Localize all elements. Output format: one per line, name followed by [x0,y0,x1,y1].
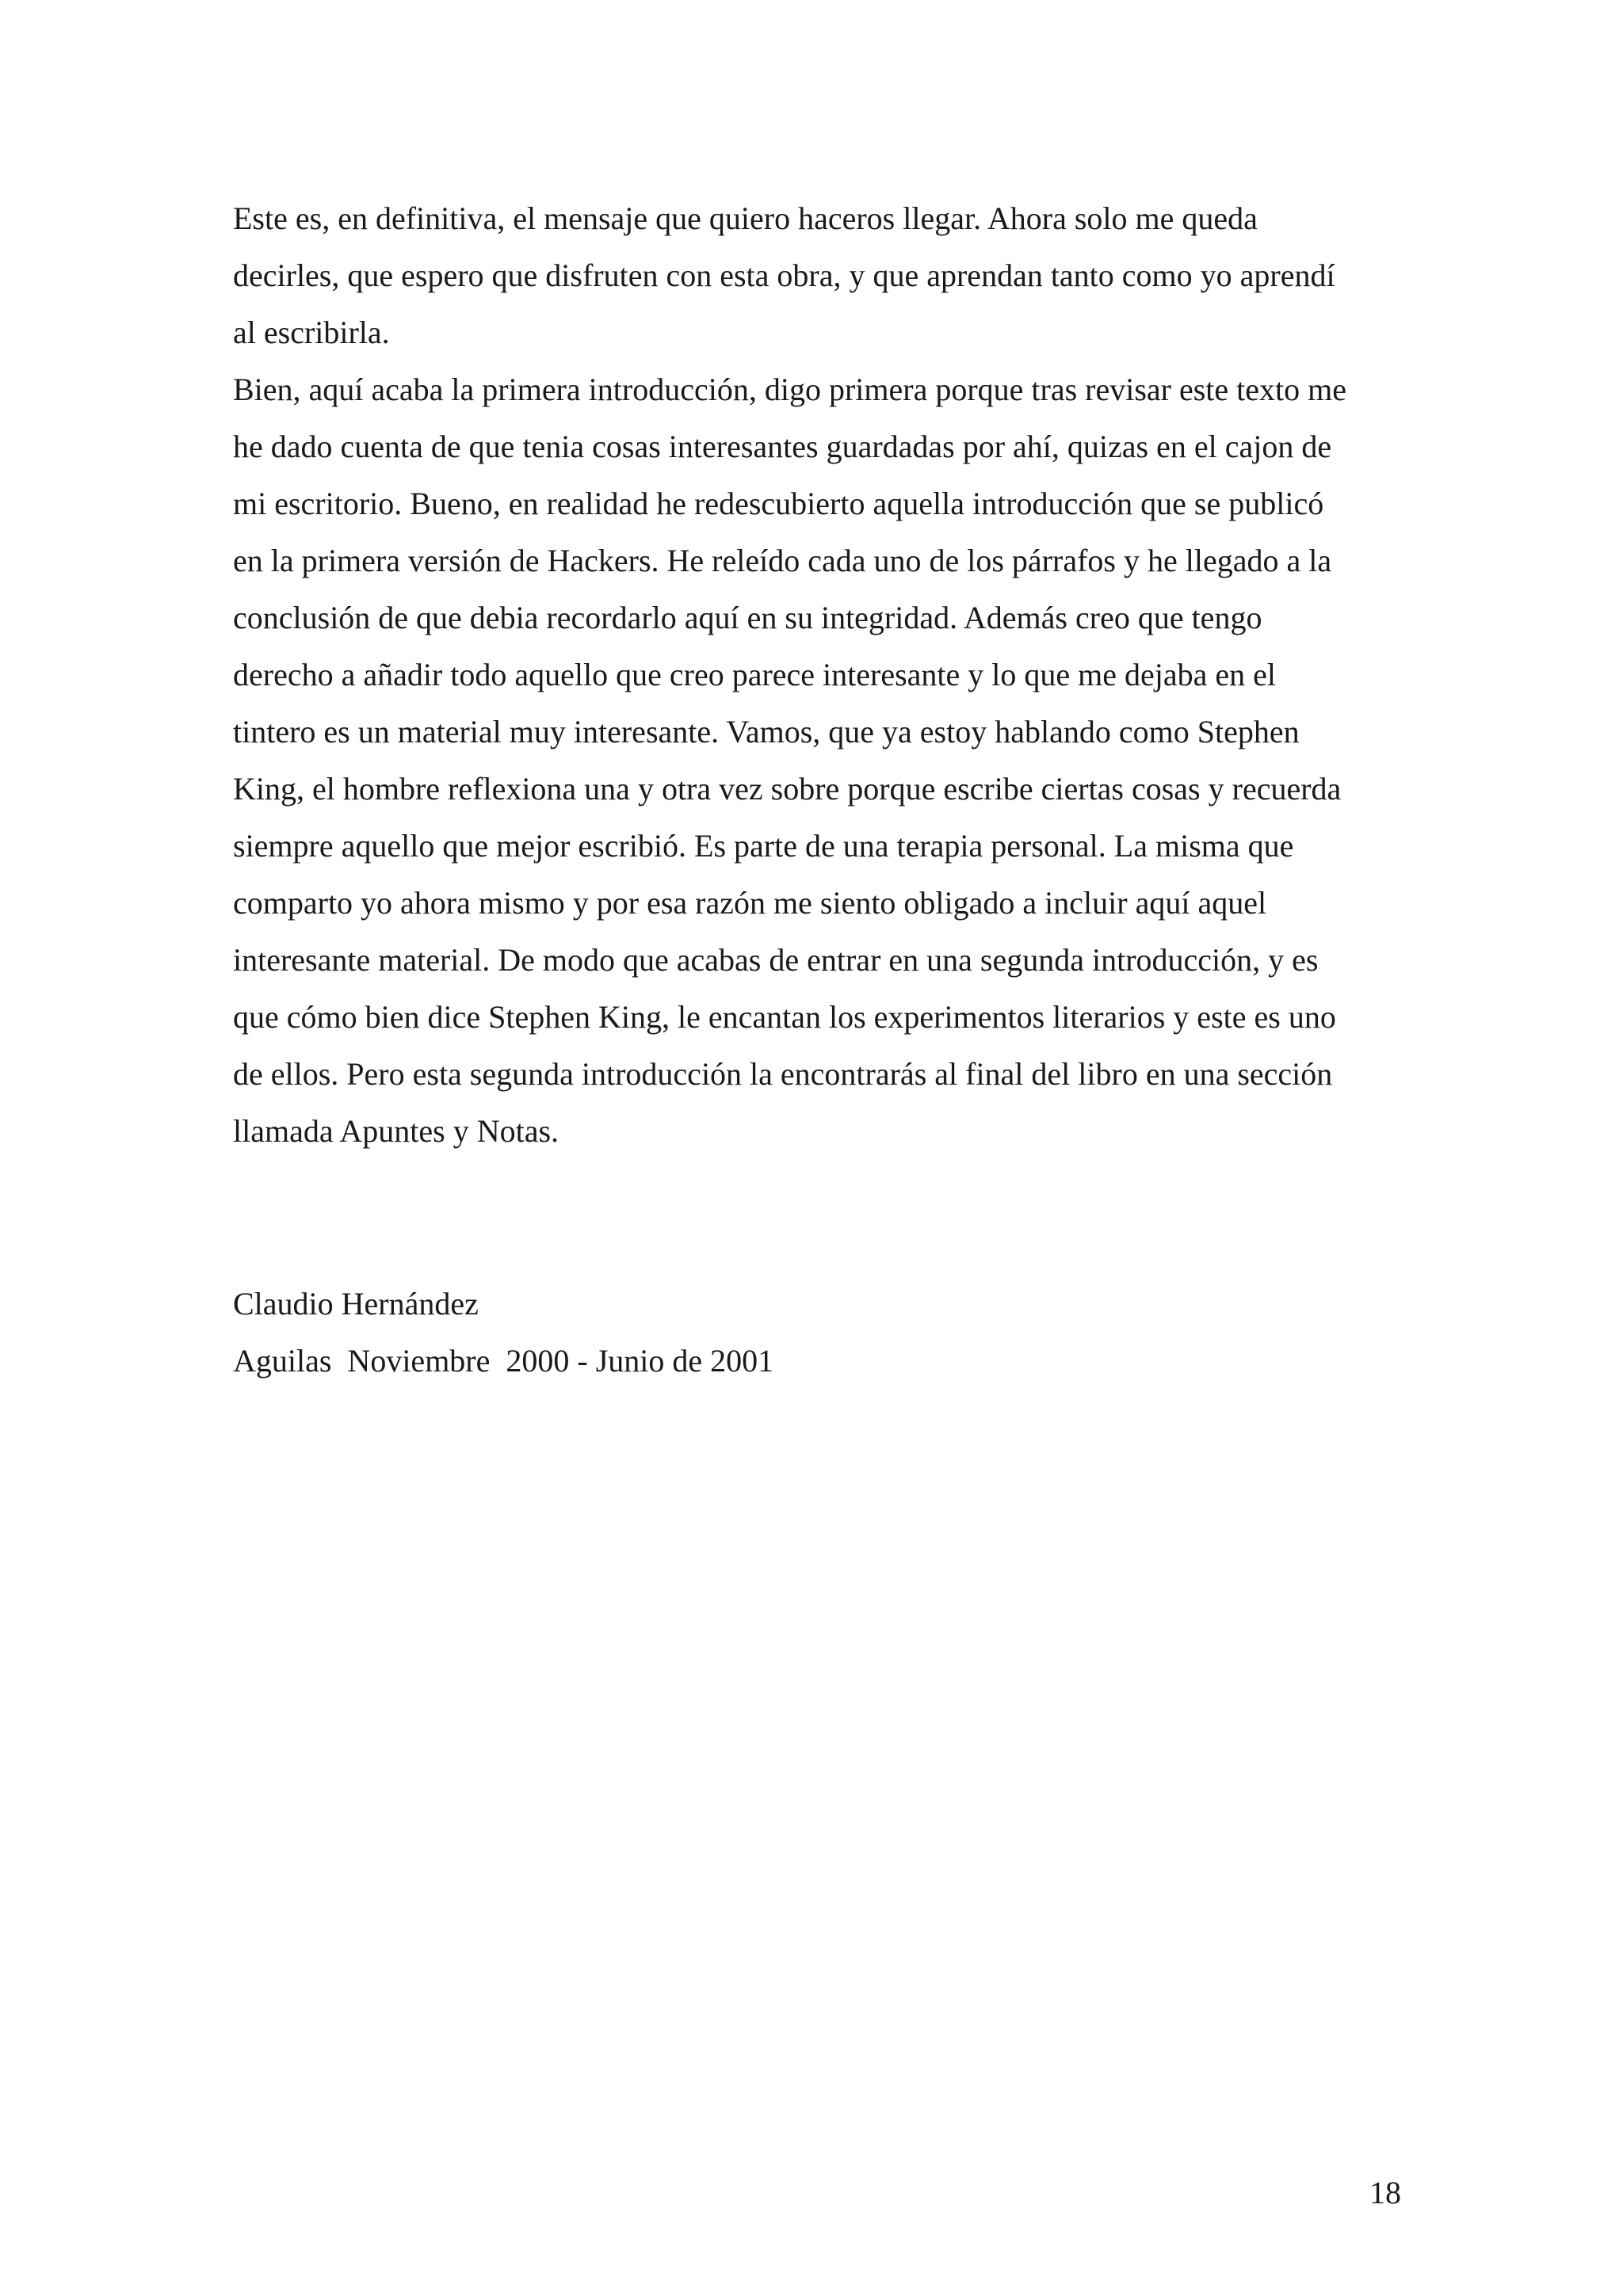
body-line: Este es, en definitiva, el mensaje que quiero haceros llegar. Ahora solo me queda [233,200,1258,236]
body-line: de ellos. Pero esta segunda introducción la encontrarás al final del libro en una sección [233,1056,1333,1092]
body-line: he dado cuenta de que tenia cosas interesantes guardadas por ahí, quizas en el cajon de [233,429,1332,464]
body-line: siempre aquello que mejor escribió. Es parte de una terapia personal. La misma que [233,828,1294,864]
place-and-date: Aguilas Noviembre 2000 - Junio de 2001 [233,1343,774,1379]
body-line: King, el hombre reflexiona una y otra vez sobre porque escribe ciertas cosas y recuerda [233,771,1342,807]
body-line: comparto yo ahora mismo y por esa razón me siento obligado a incluir aquí aquel [233,885,1267,921]
body-line: llamada Apuntes y Notas. [233,1113,559,1149]
body-line: que cómo bien dice Stephen King, le encantan los experimentos literarios y este es uno [233,999,1336,1035]
body-line: en la primera versión de Hackers. He releído cada uno de los párrafos y he llegado a la [233,543,1332,578]
page-number: 18 [1369,2175,1401,2210]
body-line: Bien, aquí acaba la primera introducción, digo primera porque tras revisar este texto me [233,372,1347,407]
body-line: al escribirla. [233,315,390,350]
body-line: derecho a añadir todo aquello que creo parece interesante y lo que me dejaba en el [233,657,1277,692]
body-text [233,190,1398,1160]
author-name: Claudio Hernández [233,1286,479,1322]
body-line: decirles, que espero que disfruten con esta obra, y que aprendan tanto como yo aprendí [233,257,1335,293]
body-line: mi escritorio. Bueno, en realidad he redescubierto aquella introducción que se publicó [233,486,1324,521]
body-line: conclusión de que debia recordarlo aquí en su integridad. Además creo que tengo [233,600,1262,635]
body-line: interesante material. De modo que acabas de entrar en una segunda introducción, y es [233,942,1319,978]
body-line: tintero es un material muy interesante. Vamos, que ya estoy hablando como Stephen [233,714,1300,749]
signature-block [233,1276,1398,1390]
